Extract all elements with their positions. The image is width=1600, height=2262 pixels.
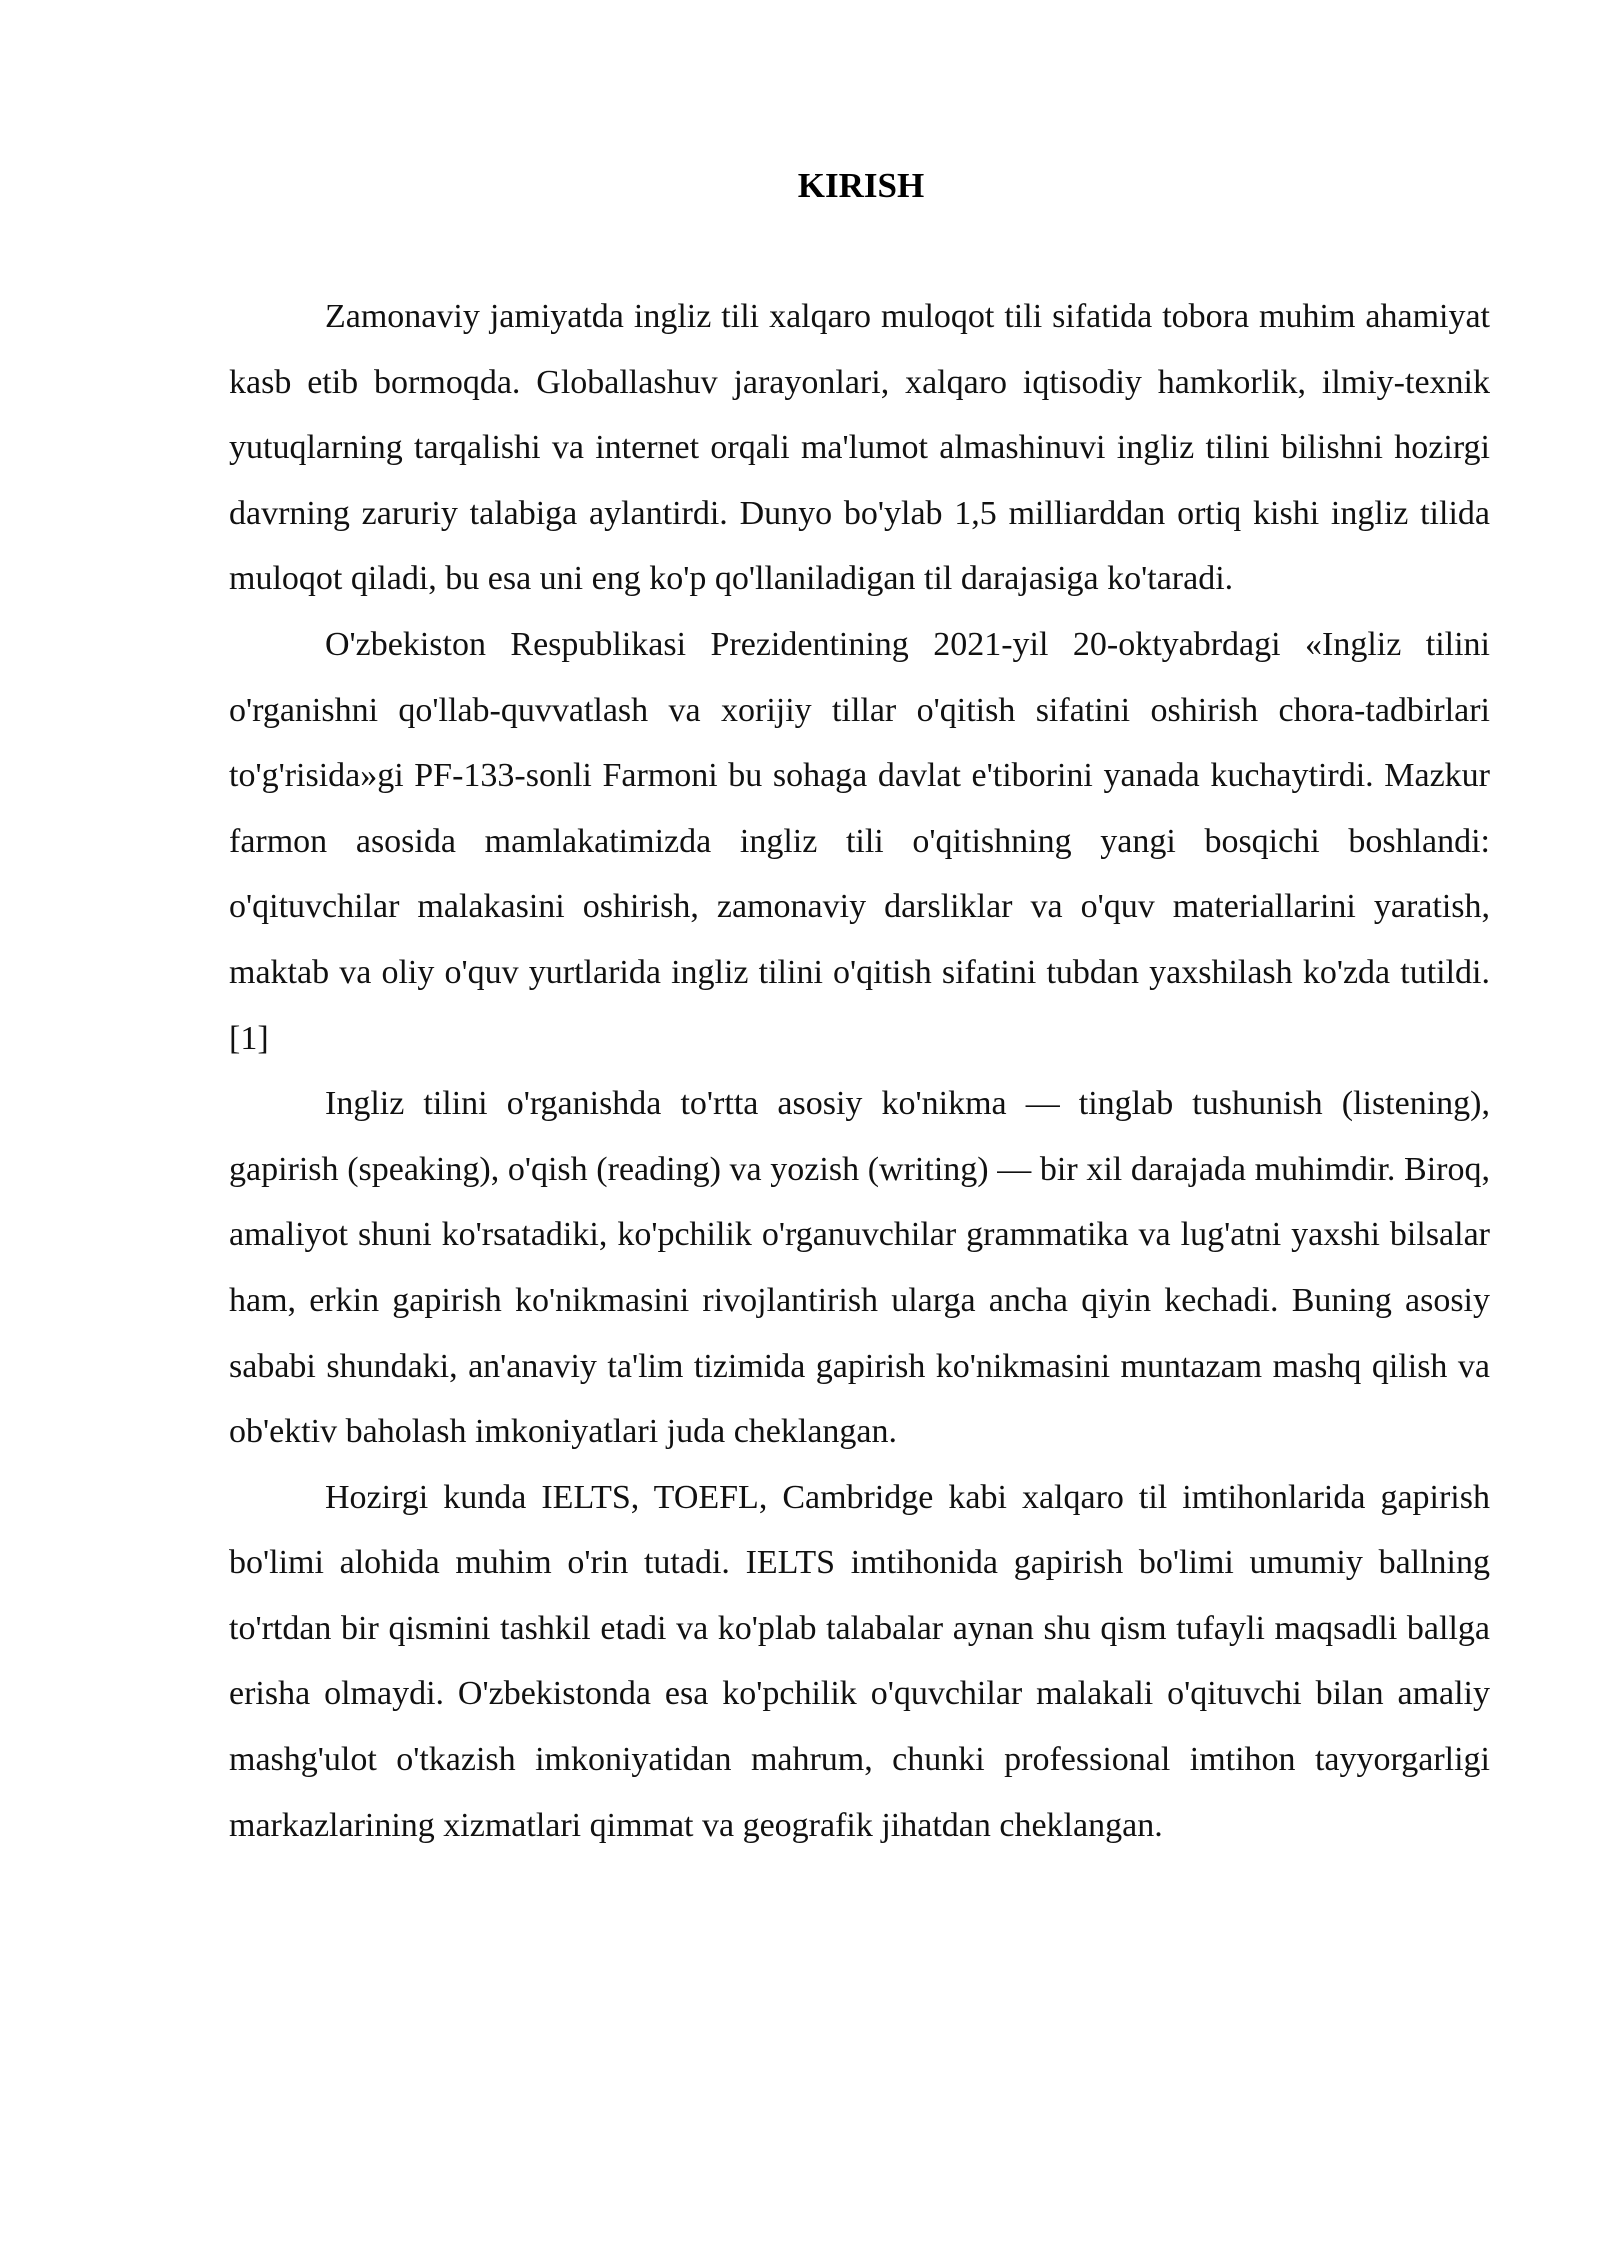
paragraph-decree: O'zbekiston Respublikasi Prezidentining 2021-yil 20-oktyabrdagi «Ingliz tilini o'rganishni qo'llab-quvvatlash va xorijiy tillar o'qitish sifatini oshirish chora-tadbirlari to'g'risida»gi PF-133-sonli Farmoni bu sohaga davlat e'tiborini yanada kuchaytirdi. Mazkur farmon asosida mamlakatimizda ingliz tili o'qitishning yangi bosqichi boshlandi: o'qituvchilar malakasini oshirish, zamonaviy darsliklar va o'quv materiallarini yaratish, maktab va oliy o'quv yurtlarida ingliz tilini o'qitish sifatini tubdan yaxshilash ko'zda tutildi. [1] <box>229 625 1490 1057</box>
paragraph-exams: Hozirgi kunda IELTS, TOEFL, Cambridge kabi xalqaro til imtihonlarida gapirish bo'limi alohida muhim o'rin tutadi. IELTS imtihonida gapirish bo'limi umumiy ballning to'rtdan bir qismini tashkil etadi va ko'plab talabalar aynan shu qism tufayli maqsadli ballga erisha olmaydi. O'zbekistonda esa ko'pchilik o'quvchilar malakali o'qituvchi bilan amaliy mashg'ulot o'tkazish imkoniyatidan mahrum, chunki professional imtihon tayyorgarligi markazlarining xizmatlari qimmat va geografik jihatdan cheklangan. <box>229 1478 1490 1844</box>
paragraph-intro: Zamonaviy jamiyatda ingliz tili xalqaro muloqot tili sifatida tobora muhim ahamiyat kasb etib bormoqda. Globallashuv jarayonlari, xalqaro iqtisodiy hamkorlik, ilmiy-texnik yutuqlarning tarqalishi va internet orqali ma'lumot almashinuvi ingliz tilini bilishni hozirgi davrning zaruriy talabiga aylantirdi. Dunyo bo'ylab 1,5 milliarddan ortiq kishi ingliz tilida muloqot qiladi, bu esa uni eng ko'p qo'llaniladigan til darajasiga ko'taradi. <box>229 298 1490 598</box>
section-title: KIRISH <box>797 166 925 205</box>
paragraph-skills: Ingliz tilini o'rganishda to'rtta asosiy ko'nikma — tinglab tushunish (listening), gapirish (speaking), o'qish (reading) va yozish (writing) — bir xil darajada muhimdir. Biroq, amaliyot shuni ko'rsatadiki, ko'pchilik o'rganuvchilar grammatika va lug'atni yaxshi bilsalar ham, erkin gapirish ko'nikmasini rivojlantirish ularga ancha qiyin kechadi. Buning asosiy sababi shundaki, an'anaviy ta'lim tizimida gapirish ko'nikmasini muntazam mashq qilish va ob'ektiv baholash imkoniyatlari juda cheklangan. <box>229 1085 1490 1451</box>
body-text <box>229 284 1490 1858</box>
